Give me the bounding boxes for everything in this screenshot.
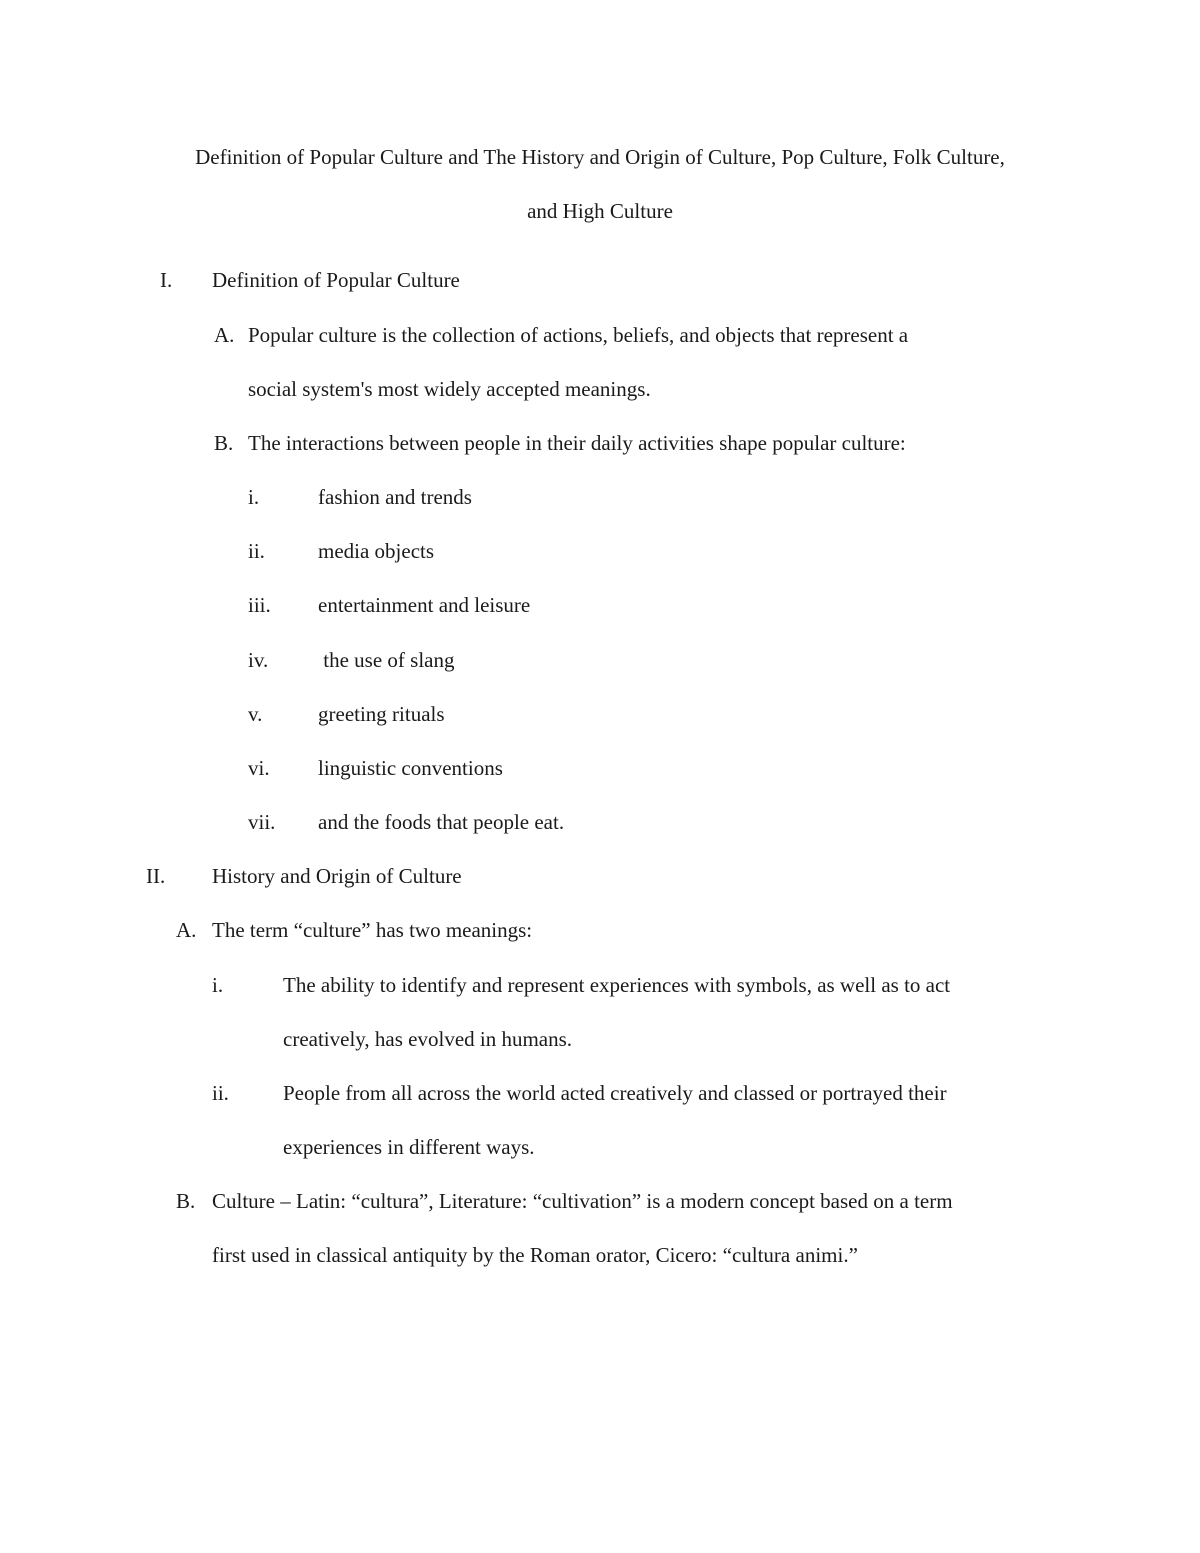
section-1-item-a-line-1: Popular culture is the collection of actions, beliefs, and objects that represent a <box>248 323 909 347</box>
list-item-line: experiences in different ways. <box>283 1135 535 1159</box>
subitem-numeral: ii. <box>248 539 265 563</box>
section-2-numeral: II. <box>146 864 166 888</box>
section-2-item-a-line-1: The term “culture” has two meanings: <box>212 918 533 942</box>
list-item: media objects <box>318 539 435 563</box>
subitem-numeral: vii. <box>248 810 276 834</box>
section-2-item-b-line-2: first used in classical antiquity by the Roman orator, Cicero: “cultura animi.” <box>212 1243 858 1267</box>
list-item-line: People from all across the world acted creatively and classed or portrayed their <box>283 1081 947 1105</box>
list-item-line: The ability to identify and represent experiences with symbols, as well as to act <box>283 973 951 997</box>
section-1-item-a-letter: A. <box>214 323 235 347</box>
section-1-item-a-line-2: social system's most widely accepted meanings. <box>248 377 651 401</box>
subitem-numeral: i. <box>248 485 260 509</box>
subitem-numeral: vi. <box>248 756 270 780</box>
section-2-item-b-line-1: Culture – Latin: “cultura”, Literature: “cultivation” is a modern concept based on a term <box>212 1189 953 1213</box>
list-item: entertainment and leisure <box>318 593 531 617</box>
document-title-line-1: Definition of Popular Culture and The History and Origin of Culture, Pop Culture, Folk Culture, <box>195 145 1005 169</box>
list-item: and the foods that people eat. <box>318 810 565 834</box>
section-2-item-b-letter: B. <box>176 1189 196 1213</box>
list-item: greeting rituals <box>318 702 445 726</box>
subitem-numeral: v. <box>248 702 263 726</box>
document-title-line-2: and High Culture <box>527 199 673 223</box>
subitem-numeral: i. <box>212 973 224 997</box>
list-item: the use of slang <box>318 648 455 672</box>
subitem-numeral: iv. <box>248 648 269 672</box>
subitem-numeral: ii. <box>212 1081 229 1105</box>
list-item: fashion and trends <box>318 485 472 509</box>
list-item: linguistic conventions <box>318 756 503 780</box>
list-item-line: creatively, has evolved in humans. <box>283 1027 573 1051</box>
section-1-heading: Definition of Popular Culture <box>212 268 460 292</box>
section-2-heading: History and Origin of Culture <box>212 864 462 888</box>
section-1-item-b-line-1: The interactions between people in their daily activities shape popular culture: <box>248 431 906 455</box>
section-2-item-a-letter: A. <box>176 918 197 942</box>
subitem-numeral: iii. <box>248 593 271 617</box>
section-1-numeral: I. <box>160 268 173 292</box>
section-1-item-b-letter: B. <box>214 431 234 455</box>
